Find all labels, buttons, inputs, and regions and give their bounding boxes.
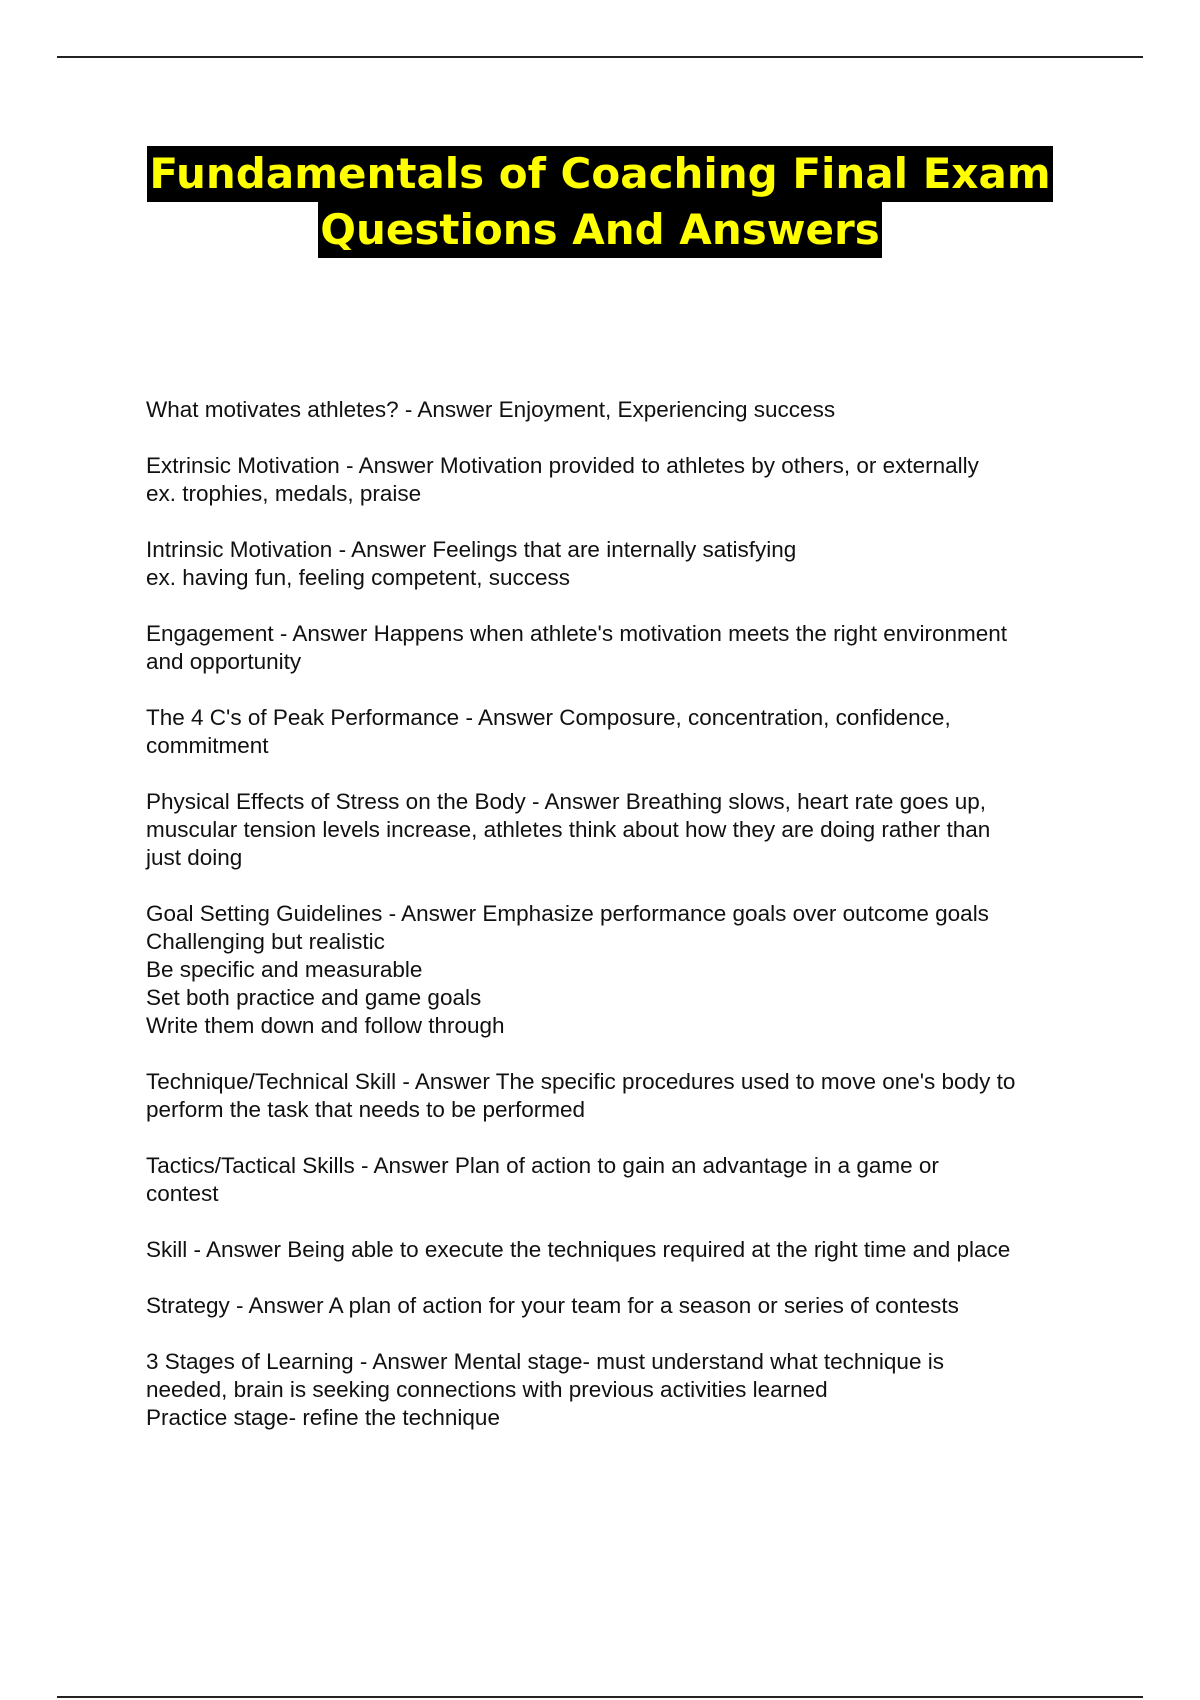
qa-text-line: Be specific and measurable [146, 957, 423, 982]
top-divider [57, 56, 1143, 58]
qa-item [146, 536, 1106, 592]
qa-item [146, 1348, 1106, 1432]
qa-text-line: needed, brain is seeking connections with previous activities learned [146, 1377, 828, 1402]
qa-list [146, 396, 1106, 1460]
qa-text-line: Intrinsic Motivation - Answer Feelings that are internally satisfying [146, 537, 797, 562]
qa-text-line: The 4 C's of Peak Performance - Answer Composure, concentration, confidence, [146, 705, 951, 730]
qa-item [146, 396, 1106, 424]
qa-text-line: ex. trophies, medals, praise [146, 481, 422, 506]
qa-text-line: and opportunity [146, 649, 302, 674]
qa-text-line: just doing [146, 845, 243, 870]
qa-text-line: muscular tension levels increase, athletes think about how they are doing rather than [146, 817, 991, 842]
qa-item [146, 1236, 1106, 1264]
document-title [0, 146, 1200, 258]
qa-text-line: Set both practice and game goals [146, 985, 482, 1010]
qa-text-line: Technique/Technical Skill - Answer The specific procedures used to move one's body to [146, 1069, 1016, 1094]
qa-text-line: Practice stage- refine the technique [146, 1405, 500, 1430]
bottom-divider [57, 1696, 1143, 1698]
qa-text-line: ex. having fun, feeling competent, success [146, 565, 570, 590]
qa-item [146, 900, 1106, 1040]
qa-item [146, 452, 1106, 508]
title-line-2: Questions And Answers [318, 202, 881, 258]
qa-item [146, 788, 1106, 872]
qa-text-line: Tactics/Tactical Skills - Answer Plan of action to gain an advantage in a game or [146, 1153, 939, 1178]
qa-item [146, 620, 1106, 676]
qa-text-line: perform the task that needs to be performed [146, 1097, 585, 1122]
qa-text-line: What motivates athletes? - Answer Enjoyment, Experiencing success [146, 397, 836, 422]
qa-text-line: Challenging but realistic [146, 929, 385, 954]
qa-text-line: Skill - Answer Being able to execute the techniques required at the right time and place [146, 1237, 1011, 1262]
qa-text-line: 3 Stages of Learning - Answer Mental stage- must understand what technique is [146, 1349, 944, 1374]
title-line-1: Fundamentals of Coaching Final Exam [147, 146, 1052, 202]
qa-item [146, 1292, 1106, 1320]
qa-text-line: Goal Setting Guidelines - Answer Emphasize performance goals over outcome goals [146, 901, 989, 926]
qa-text-line: Extrinsic Motivation - Answer Motivation provided to athletes by others, or externally [146, 453, 979, 478]
qa-text-line: Physical Effects of Stress on the Body - Answer Breathing slows, heart rate goes up, [146, 789, 987, 814]
qa-text-line: Write them down and follow through [146, 1013, 505, 1038]
qa-text-line: Engagement - Answer Happens when athlete's motivation meets the right environment [146, 621, 1008, 646]
qa-text-line: commitment [146, 733, 269, 758]
qa-item [146, 1068, 1106, 1124]
qa-item [146, 1152, 1106, 1208]
qa-text-line: Strategy - Answer A plan of action for your team for a season or series of contests [146, 1293, 959, 1318]
qa-text-line: contest [146, 1181, 219, 1206]
qa-item [146, 704, 1106, 760]
